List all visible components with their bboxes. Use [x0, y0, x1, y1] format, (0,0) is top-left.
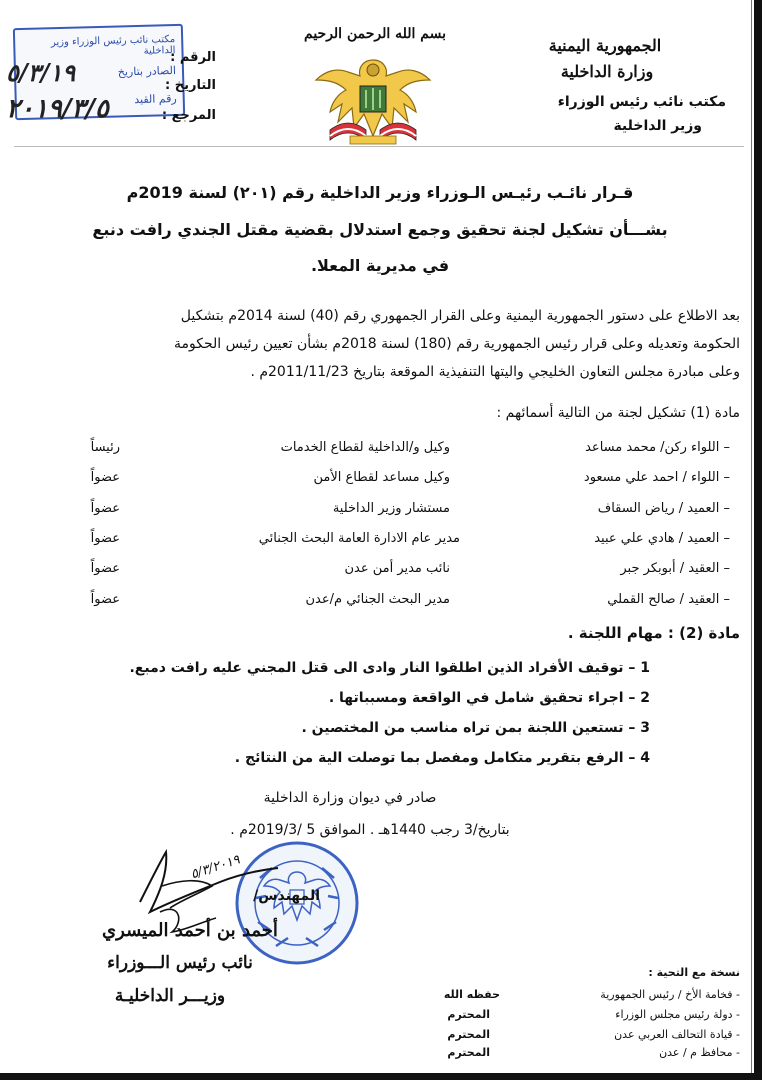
org-line-office: مكتب نائب رئيس الوزراء [557, 94, 726, 110]
preamble-line: بعد الاطلاع على دستور الجمهورية اليمنية وعلى القرار الجمهوري رقم (40) لسنة 2014م بتشكيل [180, 308, 740, 324]
ref-reference-label: المرجع : [161, 108, 216, 123]
member-position: وكيل مساعد لقطاع الأمن [313, 470, 450, 485]
task-item: 3 – تستعين اللجنة بمن تراه مناسب من المختصين . [301, 720, 650, 736]
task-item: 1 – توقيف الأفراد الذين اطلقوا النار وادى الى قتل المجني عليه رافت دمبع. [129, 660, 650, 676]
member-position: مدير البحث الجنائي م/عدن [305, 592, 450, 607]
member-role: عضواً [90, 592, 120, 607]
copy-suffix: المحترم [447, 1008, 490, 1021]
org-line-minister: وزير الداخلية [613, 118, 702, 134]
copy-suffix: المحترم [447, 1046, 490, 1059]
signature-name: أحمد بن أحمد الميسري [102, 920, 278, 941]
member-name: – العميد / هادي علي عبيد [594, 531, 730, 546]
org-line-republic: الجمهورية اليمنية [548, 36, 662, 55]
handwritten-date: ٢٠١٩/٣/٥ [6, 94, 109, 124]
copy-recipient: - محافظ م / عدن [659, 1046, 740, 1059]
member-role: عضواً [90, 531, 120, 546]
member-name: – العقيد / صالح القملي [607, 592, 730, 607]
member-position: مدير عام الادارة العامة البحث الجنائي [258, 531, 460, 546]
receipt-stamp-line: مكتب نائب رئيس الوزراء وزير الداخلية [50, 33, 176, 57]
receipt-stamp-line: رقم القيد [134, 91, 177, 107]
yemen-emblem-icon [308, 50, 438, 146]
member-role: عضواً [90, 501, 120, 516]
copy-recipient: - فخامة الأخ / رئيس الجمهورية [600, 988, 740, 1001]
issued-date: بتاريخ/3 رجب 1440هـ . الموافق 5 /2019/3م . [230, 822, 510, 838]
member-name: – العقيد / أبوبكر جبر [620, 561, 730, 576]
signature-position2: وزيـــر الداخليـة [114, 986, 226, 1006]
ref-number-label: الرقم : [170, 50, 216, 65]
article1-heading: مادة (1) تشكيل لجنة من التالية أسمائهم : [496, 405, 740, 421]
issued-place: صادر في ديوان وزارة الداخلية [263, 790, 437, 806]
member-name: – اللواء / احمد علي مسعود [583, 470, 730, 485]
member-position: نائب مدير أمن عدن [344, 561, 450, 576]
header-divider [14, 146, 744, 147]
org-line-ministry: وزارة الداخلية [560, 62, 654, 81]
preamble-line: وعلى مبادرة مجلس التعاون الخليجي واليتها التنفيذية الموقعة بتاريخ 2011/11/23م . [250, 364, 740, 380]
article2-heading: مادة (2) : مهام اللجنة . [567, 624, 740, 642]
signature-handwritten-date: ٥/٣/٢٠١٩ [188, 852, 242, 883]
member-role: عضواً [90, 561, 120, 576]
basmala: بسم الله الرحمن الرحيم [304, 26, 446, 42]
scan-edge-right [754, 0, 762, 1080]
scan-edge-line [751, 0, 752, 1080]
copy-recipient: - قيادة التحالف العربي عدن [614, 1028, 740, 1041]
decision-title-line3: في مديرية المعلا. [310, 256, 450, 275]
member-position: مستشار وزير الداخلية [332, 501, 450, 516]
copy-recipient: - دولة رئيس مجلس الوزراء [615, 1008, 740, 1021]
signature-position1: نائب رئيس الـــوزراء [107, 953, 253, 973]
member-name: – اللواء ركن/ محمد مساعد [585, 440, 730, 455]
member-role: عضواً [90, 470, 120, 485]
ref-date-label: التاريخ : [165, 78, 216, 93]
scan-edge-bottom [0, 1073, 762, 1080]
decision-title-line1: قـرار نائـب رئيـس الـوزراء وزير الداخلية رقم (٢٠١) لسنة 2019م [126, 183, 634, 202]
copy-suffix: المحترم [447, 1028, 490, 1041]
task-item: 2 – اجراء تحقيق شامل في الواقعة ومسبباتها . [328, 690, 650, 706]
member-name: – العميد / رياض السقاف [597, 501, 730, 516]
copy-suffix: حفظه الله [443, 988, 500, 1001]
member-position: وكيل و/الداخلية لقطاع الخدمات [280, 440, 450, 455]
member-role: رئيساً [90, 440, 120, 455]
task-item: 4 – الرفع بتقرير متكامل ومفصل بما توصلت الية من النتائج . [234, 750, 650, 766]
decision-title-line2: بشـــأن تشكيل لجنة تحقيق وجمع استدلال بقضية مقتل الجندي رافت دنبع [92, 220, 668, 239]
preamble-line: الحكومة وتعديله وعلى قرار رئيس الجمهورية رقم (180) لسنة 2018م بشأن تعيين رئيس الحكومة [174, 336, 740, 352]
receipt-stamp-line: الصادر بتاريخ [117, 63, 177, 79]
handwritten-number: ٥/٣/١٩ [6, 58, 76, 87]
copies-heading: نسخة مع التحية : [648, 966, 740, 979]
signature-title: المهندس/ [253, 888, 320, 904]
